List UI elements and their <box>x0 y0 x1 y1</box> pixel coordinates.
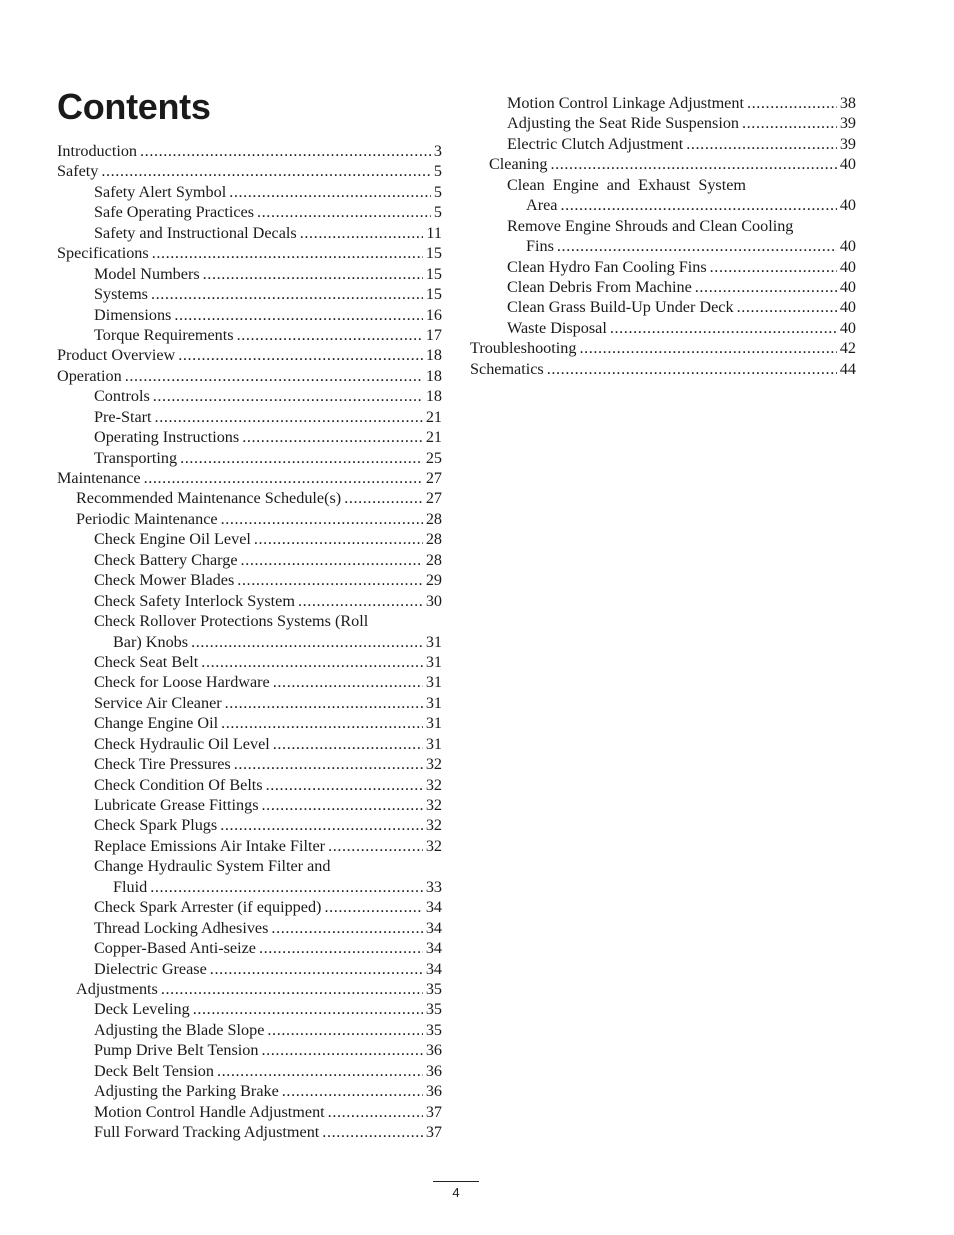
toc-entry-title: Troubleshooting <box>470 339 577 358</box>
toc-entry-title: Adjustments <box>76 979 158 998</box>
toc-page-number: 34 <box>425 959 442 978</box>
toc-entry-title: Clean Engine and Exhaust System <box>507 175 746 194</box>
toc-dot-leader <box>695 277 837 297</box>
toc-page-number: 42 <box>839 339 856 358</box>
toc-page-number: 32 <box>425 796 442 815</box>
toc-entry[interactable] <box>57 856 442 897</box>
toc-left-column <box>57 141 442 1142</box>
toc-dot-leader <box>225 693 423 713</box>
toc-dot-leader <box>217 1061 423 1081</box>
toc-dot-leader <box>547 359 837 379</box>
toc-entry-title: Schematics <box>470 359 544 378</box>
toc-entry-title: Maintenance <box>57 469 141 487</box>
page-number: 4 <box>452 1185 460 1200</box>
toc-dot-leader <box>155 407 423 427</box>
toc-dot-leader <box>686 134 837 154</box>
toc-entry-title: Safety <box>57 162 99 181</box>
toc-page-number: 28 <box>425 550 442 569</box>
toc-entry[interactable] <box>57 815 442 835</box>
toc-dot-leader <box>152 243 423 263</box>
toc-entry-title: Waste Disposal <box>507 318 607 337</box>
toc-page-number: 40 <box>839 237 856 256</box>
toc-dot-leader <box>261 1040 422 1060</box>
toc-entry[interactable] <box>470 257 856 277</box>
toc-dot-leader <box>180 448 423 468</box>
toc-page-number: 40 <box>839 196 856 215</box>
toc-entry[interactable] <box>57 713 442 733</box>
toc-dot-leader <box>262 795 423 815</box>
toc-dot-leader <box>282 1081 423 1101</box>
toc-entry-title: Model Numbers <box>94 264 200 283</box>
toc-entry[interactable] <box>57 693 442 713</box>
toc-entry[interactable] <box>57 672 442 692</box>
toc-page-number: 31 <box>425 734 442 753</box>
toc-dot-leader <box>101 161 431 181</box>
toc-entry[interactable] <box>57 1122 442 1142</box>
toc-entry-title: Adjusting the Parking Brake <box>94 1082 279 1101</box>
toc-entry[interactable] <box>57 407 442 427</box>
toc-entry-title: Full Forward Tracking Adjustment <box>94 1123 320 1142</box>
toc-entry[interactable] <box>57 734 442 754</box>
toc-entry-title: Change Engine Oil <box>94 714 219 733</box>
toc-entry[interactable] <box>57 141 442 161</box>
toc-entry-title: Transporting <box>94 448 178 467</box>
toc-page-number: 34 <box>425 918 442 937</box>
toc-entry[interactable] <box>470 216 856 257</box>
toc-page-number: 32 <box>425 816 442 835</box>
toc-entry[interactable] <box>57 570 442 590</box>
toc-page-number: 15 <box>425 244 442 263</box>
toc-entry[interactable] <box>57 918 442 938</box>
toc-entry-title: Check Safety Interlock System <box>94 591 295 610</box>
toc-dot-leader <box>259 938 423 958</box>
toc-dot-leader <box>737 297 837 317</box>
toc-entry-title: Check for Loose Hardware <box>94 673 270 692</box>
toc-entry-title: Check Spark Arrester (if equipped) <box>94 898 322 917</box>
toc-page-number: 25 <box>425 448 442 467</box>
toc-right-column <box>470 93 856 379</box>
toc-page-number: 18 <box>425 366 442 385</box>
toc-dot-leader <box>234 754 423 774</box>
toc-entry[interactable] <box>470 277 856 297</box>
toc-dot-leader <box>242 427 423 447</box>
toc-page-number: 3 <box>433 142 442 160</box>
toc-page-number: 40 <box>839 318 856 337</box>
toc-entry-title: Motion Control Handle Adjustment <box>94 1102 325 1121</box>
toc-entry[interactable] <box>57 468 442 488</box>
toc-dot-leader <box>210 959 423 979</box>
toc-page-number: 33 <box>425 877 442 896</box>
toc-entry[interactable] <box>57 999 442 1019</box>
toc-entry[interactable] <box>470 359 856 379</box>
toc-page-number: 28 <box>425 530 442 549</box>
toc-dot-leader <box>324 897 422 917</box>
toc-entry[interactable] <box>57 1020 442 1040</box>
toc-entry[interactable] <box>57 243 442 263</box>
toc-page-number: 29 <box>425 571 442 590</box>
toc-page-number: 38 <box>839 94 856 112</box>
toc-page-number: 39 <box>839 134 856 153</box>
toc-entry[interactable] <box>57 754 442 774</box>
toc-entry-title: Clean Debris From Machine <box>507 277 692 296</box>
toc-page-number: 32 <box>425 775 442 794</box>
toc-entry-title: Lubricate Grease Fittings <box>94 796 259 815</box>
toc-entry-title: Deck Leveling <box>94 1000 190 1019</box>
toc-dot-leader <box>125 366 423 386</box>
toc-entry[interactable] <box>57 305 442 325</box>
toc-dot-leader <box>257 202 431 222</box>
toc-entry-title: Pre-Start <box>94 407 152 426</box>
toc-page-number: 40 <box>839 155 856 174</box>
toc-dot-leader <box>579 338 836 358</box>
toc-entry[interactable] <box>470 297 856 317</box>
toc-dot-leader <box>550 154 836 174</box>
toc-entry[interactable] <box>57 488 442 508</box>
toc-dot-leader <box>237 325 423 345</box>
toc-entry-title: Clean Hydro Fan Cooling Fins <box>507 257 707 276</box>
toc-entry[interactable] <box>57 386 442 406</box>
toc-entry[interactable] <box>470 93 856 113</box>
toc-page-number: 21 <box>425 428 442 447</box>
toc-dot-leader <box>557 236 837 256</box>
toc-entry-title-continued: Bar) Knobs <box>113 632 189 651</box>
toc-entry-title: Cleaning <box>489 155 548 174</box>
toc-page-number: 21 <box>425 407 442 426</box>
toc-page-number: 40 <box>839 277 856 296</box>
toc-page-number: 5 <box>433 162 442 181</box>
toc-entry-title: Remove Engine Shrouds and Clean Cooling <box>507 216 794 235</box>
toc-dot-leader <box>221 713 423 733</box>
toc-entry-title: Product Overview <box>57 346 176 365</box>
toc-dot-leader <box>220 815 423 835</box>
toc-entry-title: Change Hydraulic System Filter and <box>94 857 331 876</box>
toc-entry-title: Clean Grass Build-Up Under Deck <box>507 298 734 317</box>
toc-entry[interactable] <box>57 427 442 447</box>
toc-entry[interactable] <box>470 134 856 154</box>
toc-dot-leader <box>161 979 423 999</box>
toc-page-number: 15 <box>425 264 442 283</box>
toc-entry-title-continued: Area <box>526 196 558 215</box>
toc-dot-leader <box>300 223 424 243</box>
toc-dot-leader <box>710 257 837 277</box>
toc-page-number: 31 <box>425 673 442 692</box>
toc-entry[interactable] <box>57 325 442 345</box>
toc-dot-leader <box>747 93 837 113</box>
toc-page-number: 36 <box>425 1082 442 1101</box>
toc-dot-leader <box>328 836 423 856</box>
toc-entry-title: Deck Belt Tension <box>94 1061 214 1080</box>
toc-entry[interactable] <box>57 959 442 979</box>
toc-page-number: 40 <box>839 257 856 276</box>
toc-page-number: 27 <box>425 469 442 487</box>
toc-entry-title: Check Engine Oil Level <box>94 530 251 549</box>
toc-entry[interactable] <box>470 175 856 216</box>
toc-dot-leader <box>241 550 423 570</box>
toc-dot-leader <box>221 509 423 529</box>
toc-page-number: 27 <box>425 489 442 508</box>
toc-entry[interactable] <box>57 775 442 795</box>
toc-dot-leader <box>229 182 431 202</box>
toc-entry-title: Check Spark Plugs <box>94 816 218 835</box>
toc-entry[interactable] <box>57 529 442 549</box>
toc-page-number: 16 <box>425 305 442 324</box>
toc-entry[interactable] <box>57 836 442 856</box>
toc-entry[interactable] <box>57 938 442 958</box>
toc-page-number: 35 <box>425 1020 442 1039</box>
toc-dot-leader <box>237 570 423 590</box>
toc-entry[interactable] <box>57 223 442 243</box>
toc-entry-title: Dielectric Grease <box>94 959 207 978</box>
toc-entry-title: Adjusting the Seat Ride Suspension <box>507 114 740 133</box>
toc-page-number: 35 <box>425 979 442 998</box>
toc-entry[interactable] <box>57 1061 442 1081</box>
toc-entry[interactable] <box>470 113 856 133</box>
toc-page-number: 31 <box>425 714 442 733</box>
toc-page-number: 37 <box>425 1123 442 1142</box>
toc-entry[interactable] <box>57 652 442 672</box>
toc-entry[interactable] <box>57 550 442 570</box>
toc-dot-leader <box>201 652 423 672</box>
toc-entry-title: Check Seat Belt <box>94 652 199 671</box>
toc-dot-leader <box>174 305 422 325</box>
toc-entry-title: Dimensions <box>94 305 172 324</box>
toc-dot-leader <box>151 284 423 304</box>
toc-entry-title: Service Air Cleaner <box>94 693 222 712</box>
toc-entry-title: Electric Clutch Adjustment <box>507 134 684 153</box>
toc-page-number: 15 <box>425 285 442 304</box>
toc-dot-leader <box>191 632 423 652</box>
page-title: Contents <box>57 86 211 127</box>
toc-dot-leader <box>560 195 836 215</box>
toc-entry[interactable] <box>57 611 442 652</box>
toc-entry-title: Check Tire Pressures <box>94 755 231 774</box>
toc-page-number: 5 <box>433 203 442 222</box>
toc-entry[interactable] <box>57 448 442 468</box>
toc-entry[interactable] <box>57 366 442 386</box>
toc-entry[interactable] <box>57 264 442 284</box>
footer-rule <box>433 1181 479 1182</box>
toc-entry[interactable] <box>470 338 856 358</box>
toc-entry-title: Pump Drive Belt Tension <box>94 1041 259 1060</box>
toc-dot-leader <box>344 488 423 508</box>
toc-page-number: 39 <box>839 114 856 133</box>
toc-entry-title: Safe Operating Practices <box>94 203 255 222</box>
toc-page-number: 34 <box>425 898 442 917</box>
toc-dot-leader <box>273 734 423 754</box>
toc-page-number: 31 <box>425 632 442 651</box>
toc-dot-leader <box>273 672 423 692</box>
toc-entry[interactable] <box>57 509 442 529</box>
toc-entry-title: Periodic Maintenance <box>76 509 218 528</box>
toc-dot-leader <box>322 1122 423 1142</box>
toc-page-number: 36 <box>425 1061 442 1080</box>
toc-entry-title: Replace Emissions Air Intake Filter <box>94 836 326 855</box>
toc-page-number: 28 <box>425 509 442 528</box>
toc-page-number: 30 <box>425 591 442 610</box>
toc-page-number: 37 <box>425 1102 442 1121</box>
toc-dot-leader <box>298 591 423 611</box>
toc-dot-leader <box>150 877 423 897</box>
toc-entry-title: Controls <box>94 387 150 406</box>
toc-page-number: 31 <box>425 652 442 671</box>
toc-entry-title: Operating Instructions <box>94 428 240 447</box>
toc-entry-title: Check Condition Of Belts <box>94 775 263 794</box>
toc-entry[interactable] <box>57 795 442 815</box>
toc-dot-leader <box>140 141 431 161</box>
toc-entry[interactable] <box>57 345 442 365</box>
toc-entry-title: Motion Control Linkage Adjustment <box>507 94 744 112</box>
toc-entry-title: Adjusting the Blade Slope <box>94 1020 265 1039</box>
toc-entry-title-continued: Fluid <box>113 877 148 896</box>
toc-entry-title: Safety and Instructional Decals <box>94 223 297 242</box>
toc-entry-title: Check Hydraulic Oil Level <box>94 734 270 753</box>
toc-dot-leader <box>203 264 423 284</box>
toc-entry[interactable] <box>470 318 856 338</box>
toc-page-number: 5 <box>433 182 442 201</box>
toc-page-number: 31 <box>425 693 442 712</box>
toc-entry-title: Operation <box>57 366 122 385</box>
toc-page-number: 40 <box>839 298 856 317</box>
toc-entry-title: Check Battery Charge <box>94 550 238 569</box>
toc-dot-leader <box>267 1020 422 1040</box>
toc-entry-title: Check Rollover Protections Systems (Roll <box>94 612 369 631</box>
toc-entry-title: Torque Requirements <box>94 325 234 344</box>
toc-entry-title: Safety Alert Symbol <box>94 182 227 201</box>
toc-entry-title: Introduction <box>57 142 138 160</box>
toc-entry[interactable] <box>57 1102 442 1122</box>
toc-entry[interactable] <box>57 591 442 611</box>
toc-dot-leader <box>144 468 423 488</box>
toc-dot-leader <box>153 386 423 406</box>
toc-entry[interactable] <box>57 161 442 181</box>
toc-page-number: 18 <box>425 346 442 365</box>
toc-entry-title: Systems <box>94 285 148 304</box>
toc-dot-leader <box>254 529 423 549</box>
toc-page-number: 34 <box>425 939 442 958</box>
toc-page-number: 11 <box>426 223 442 242</box>
toc-dot-leader <box>328 1102 423 1122</box>
toc-page-number: 44 <box>839 359 856 378</box>
toc-entry[interactable] <box>57 1081 442 1101</box>
toc-page-number: 32 <box>425 836 442 855</box>
toc-entry-title: Specifications <box>57 244 149 263</box>
toc-entry-title-continued: Fins <box>526 237 554 256</box>
toc-entry[interactable] <box>57 284 442 304</box>
toc-page-number: 36 <box>425 1041 442 1060</box>
toc-dot-leader <box>178 345 423 365</box>
toc-entry-title: Recommended Maintenance Schedule(s) <box>76 489 342 508</box>
toc-page-number: 35 <box>425 1000 442 1019</box>
toc-dot-leader <box>610 318 837 338</box>
toc-entry-title: Check Mower Blades <box>94 571 235 590</box>
toc-entry[interactable] <box>57 202 442 222</box>
toc-dot-leader <box>193 999 423 1019</box>
toc-page-number: 18 <box>425 387 442 406</box>
toc-page-number: 32 <box>425 755 442 774</box>
toc-dot-leader <box>266 775 423 795</box>
toc-dot-leader <box>271 918 422 938</box>
toc-entry[interactable] <box>57 182 442 202</box>
toc-dot-leader <box>742 113 837 133</box>
toc-entry[interactable] <box>470 154 856 174</box>
toc-entry-title: Copper-Based Anti-seize <box>94 939 256 958</box>
toc-entry[interactable] <box>57 979 442 999</box>
toc-entry[interactable] <box>57 897 442 917</box>
toc-page-number: 17 <box>425 325 442 344</box>
toc-entry[interactable] <box>57 1040 442 1060</box>
toc-entry-title: Thread Locking Adhesives <box>94 918 269 937</box>
